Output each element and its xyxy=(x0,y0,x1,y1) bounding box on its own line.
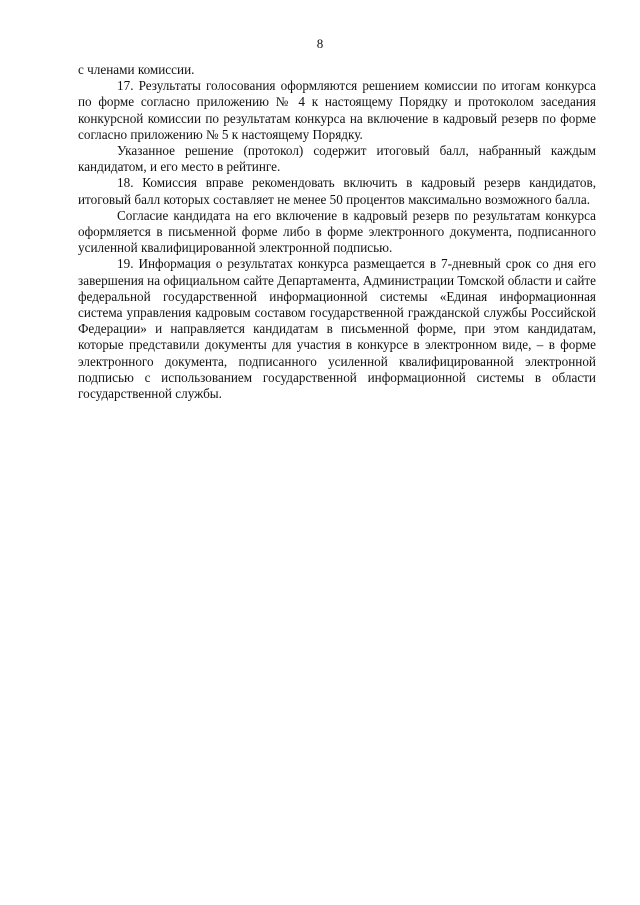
paragraph-item-17: 17. Результаты голосования оформляются решением комиссии по итогам конкурса по форме согласно приложению № 4 к настоящему Порядку и протоколом заседания конкурсной комиссии по результатам конкурса на включение в кадровый резерв по форме согласно приложению № 5 к настоящему Порядку. xyxy=(78,78,596,142)
paragraph-item-18: 18. Комиссия вправе рекомендовать включить в кадровый резерв кандидатов, итоговый балл которых составляет не менее 50 процентов максимально возможного балла. xyxy=(78,175,596,207)
paragraph-item-19: 19. Информация о результатах конкурса размещается в 7-дневный срок со дня его завершения на официальном сайте Департамента, Администрации Томской области и сайте федеральной государственной информационной системы «Единая информационная система управления кадровым составом государственной гражданской службы Российской Федерации» и направляется кандидатам в письменной форме, при этом кандидатам, которые представили документы для участия в конкурсе в электронном виде, – в форме электронного документа, подписанного усиленной квалифицированной электронной подписью с использованием государственной информационной системы в области государственной службы. xyxy=(78,256,596,402)
page-number: 8 xyxy=(316,36,324,51)
paragraph-decision-note: Указанное решение (протокол) содержит итоговый балл, набранный каждым кандидатом, и его место в рейтинге. xyxy=(78,143,596,175)
paragraph-continuation: с членами комиссии. xyxy=(78,62,195,77)
document-body xyxy=(78,62,596,402)
paragraph-consent: Согласие кандидата на его включение в кадровый резерв по результатам конкурса оформляется в письменной форме либо в форме электронного документа, подписанного усиленной квалифицированной электронной подписью. xyxy=(78,207,596,256)
